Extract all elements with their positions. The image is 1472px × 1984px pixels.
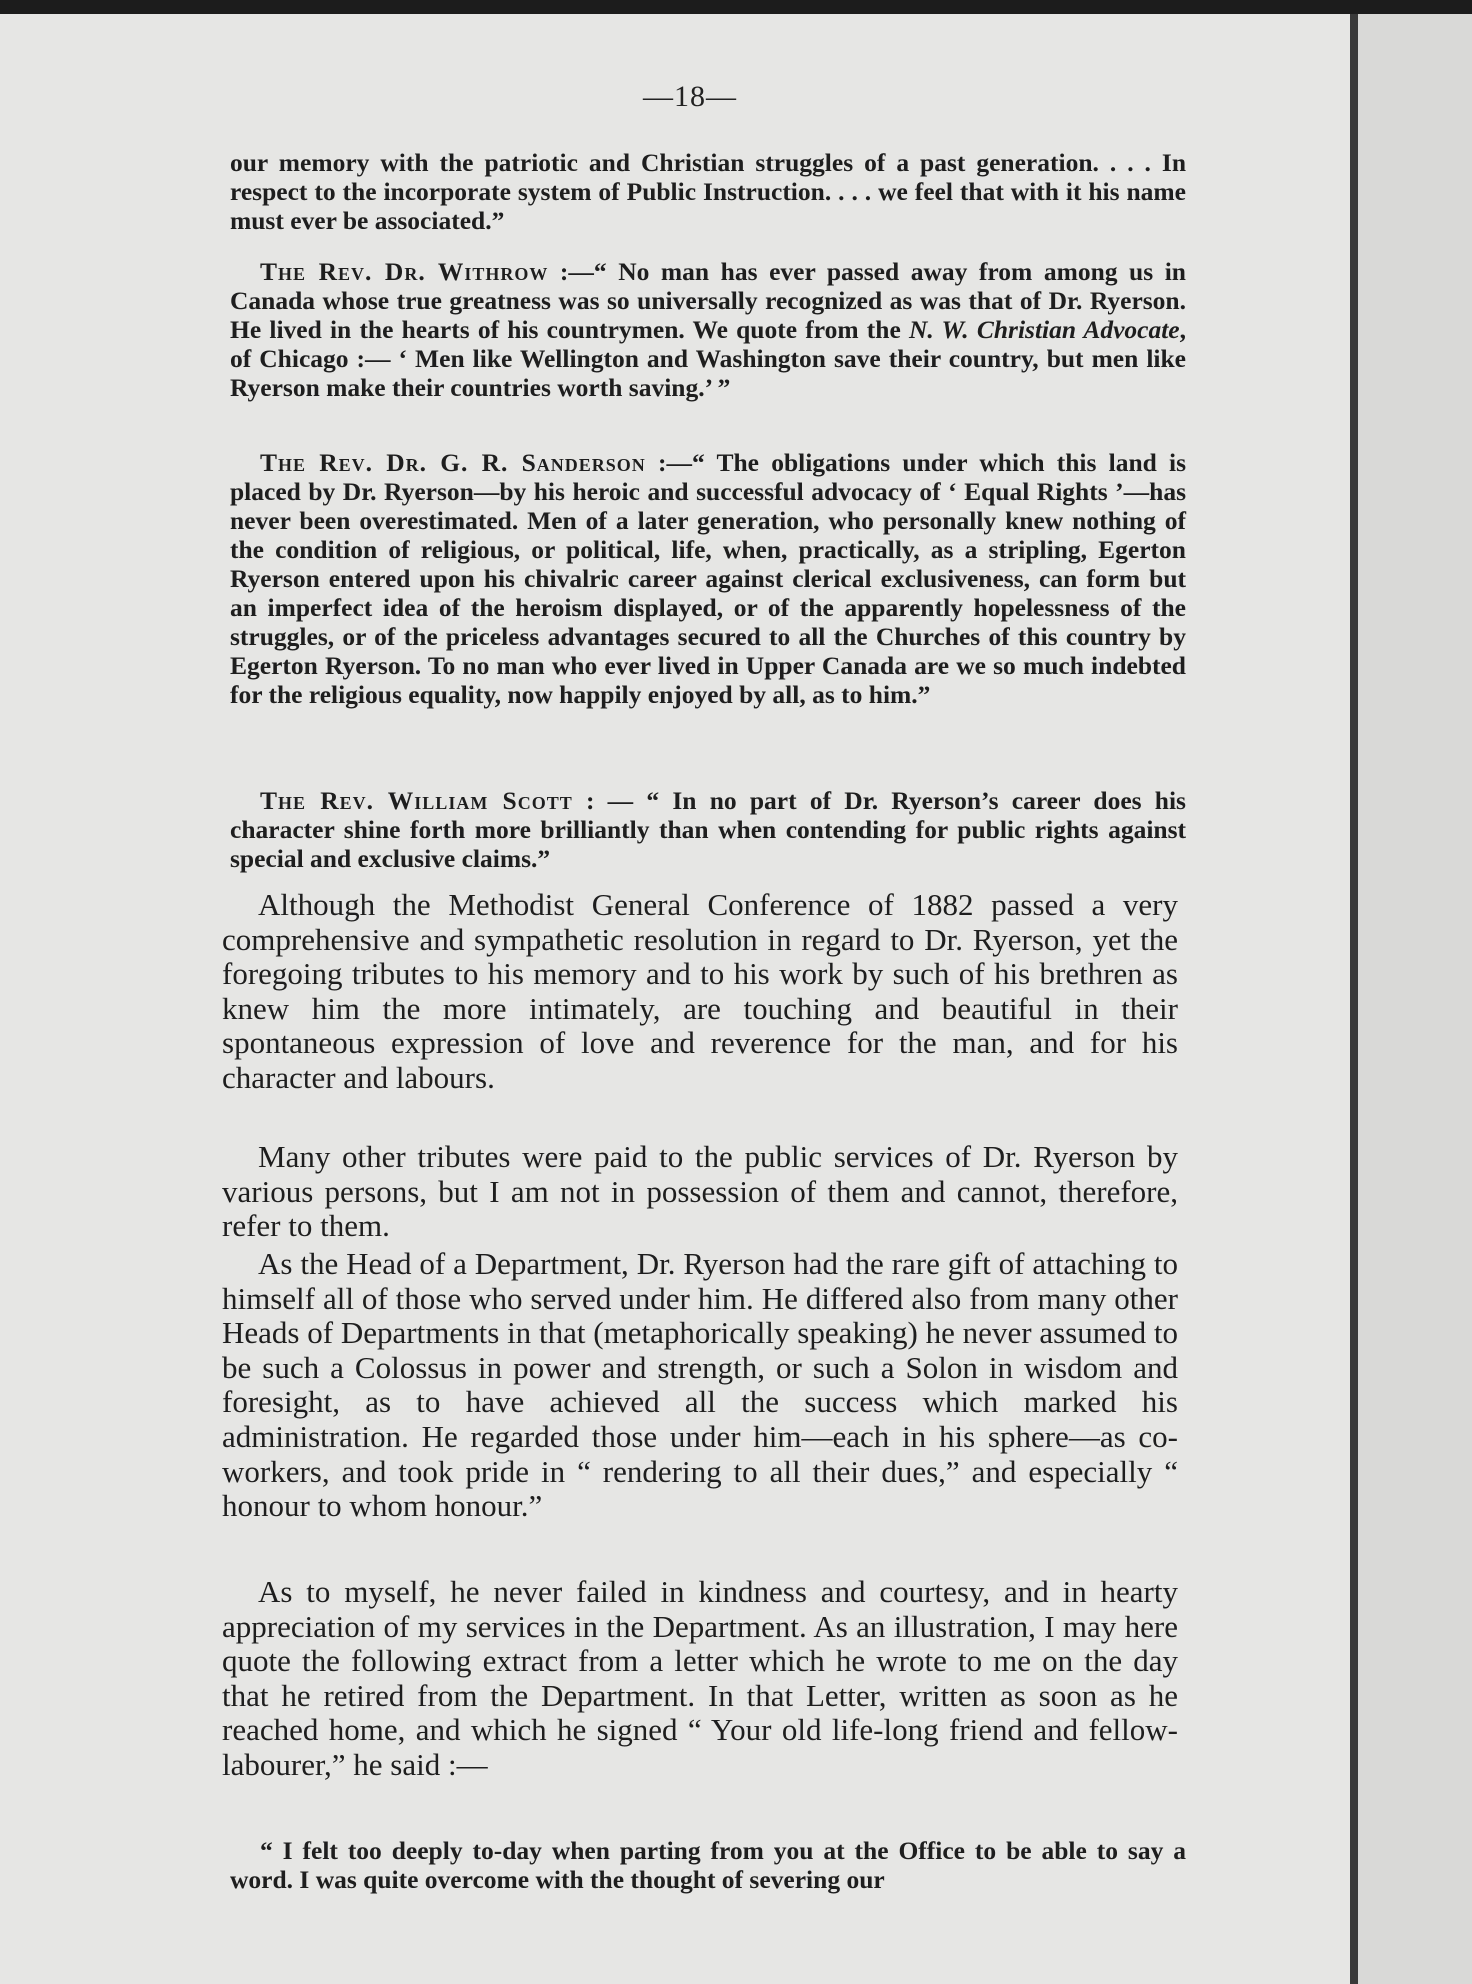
facing-page-edge — [1358, 14, 1472, 1984]
paragraph-continued-quote: our memory with the patriotic and Christian struggles of a past generation. . . . In respect to the incorporate system of Public Instruction. . . . we feel that with it his name must ever be associated.” — [230, 148, 1186, 235]
tribute-text: “ In no part of Dr. Ryerson’s career does his character shine forth more brilliantly than when contending for public rights against special and exclusive claims.” — [230, 786, 1186, 873]
paragraph-as-to-myself: As to myself, he never failed in kindness and courtesy, and in hearty appreciation of my services in the Department. As an illustration, I may here quote the following extract from a letter which he wrote to me on the day that he retired from the Department. In that Letter, written as soon as he reached home, and which he signed “ Your old life-long friend and fellow-labourer,” he said :— — [222, 1574, 1178, 1782]
paragraph-general-conference: Although the Methodist General Conference of 1882 passed a very comprehensive and sympathetic resolution in regard to Dr. Ryerson, yet the foregoing tributes to his memory and to his work by such of his brethren as knew him the more intimately, are touching and beautiful in their spontaneous expression of love and reverence for the man, and for his character and labours. — [222, 887, 1178, 1095]
speaker-name: The Rev. Dr. G. R. Sanderson — [260, 448, 646, 477]
paragraph-scott-tribute — [230, 786, 1186, 873]
page-number: —18— — [643, 80, 737, 113]
paragraph-other-tributes: Many other tributes were paid to the public services of Dr. Ryerson by various persons, but I am not in possession of them and cannot, therefore, refer to them. — [222, 1139, 1178, 1244]
paragraph-withrow-tribute — [230, 257, 1186, 402]
paragraph-head-of-department: As the Head of a Department, Dr. Ryerson had the rare gift of attaching to himself all of those who served under him. He differed also from many other Heads of Departments in that (metaphorically speaking) he never assumed to be such a Colossus in power and strength, or such a Solon in wisdom and foresight, as to have achieved all the success which marked his administration. He regarded those under him—each in his sphere—as co-workers, and took pride in “ rendering to all their dues,” and especially “ honour to whom honour.” — [222, 1246, 1178, 1524]
paragraph-letter-extract: “ I felt too deeply to-day when parting from you at the Office to be able to say a word. I was quite overcome with the thought of severing our — [230, 1836, 1186, 1894]
publication-title: N. W. Christian Advocate — [908, 315, 1180, 344]
speaker-name: The Rev. William Scott — [260, 786, 573, 815]
speaker-separator: :— — [645, 448, 692, 477]
paragraph-sanderson-tribute — [230, 448, 1186, 709]
speaker-separator: : — — [572, 786, 647, 815]
speaker-name: The Rev. Dr. Withrow — [260, 257, 549, 286]
page-gutter-edge — [1350, 14, 1358, 1984]
tribute-text: “ The obligations under which this land is placed by Dr. Ryerson—by his heroic and successful advocacy of ‘ Equal Rights ’—has never been overestimated. Men of a later generation, who personally knew nothing of the condition of religious, or political, life, when, practically, as a stripling, Egerton Ryerson entered upon his chivalric career against clerical exclusiveness, can form but an imperfect idea of the heroism displayed, or of the apparently hopelessness of the struggles, or of the priceless advantages secured to all the Churches of this country by Egerton Ryerson. To no man who ever lived in Upper Canada are we so much indebted for the religious equality, now happily enjoyed by all, as to him.” — [230, 448, 1187, 709]
tribute-text: “ No man has ever passed away from among us in Canada whose true greatness was so universally recognized as was that of Dr. Ryerson. He lived in the hearts of his countrymen. We quote from the — [230, 257, 1186, 344]
speaker-separator: :— — [548, 257, 594, 286]
tribute-text-continued: , of Chicago :— ‘ Men like Wellington and Washington save their country, but men like Ryerson make their countries worth saving.’ ” — [230, 315, 1187, 402]
